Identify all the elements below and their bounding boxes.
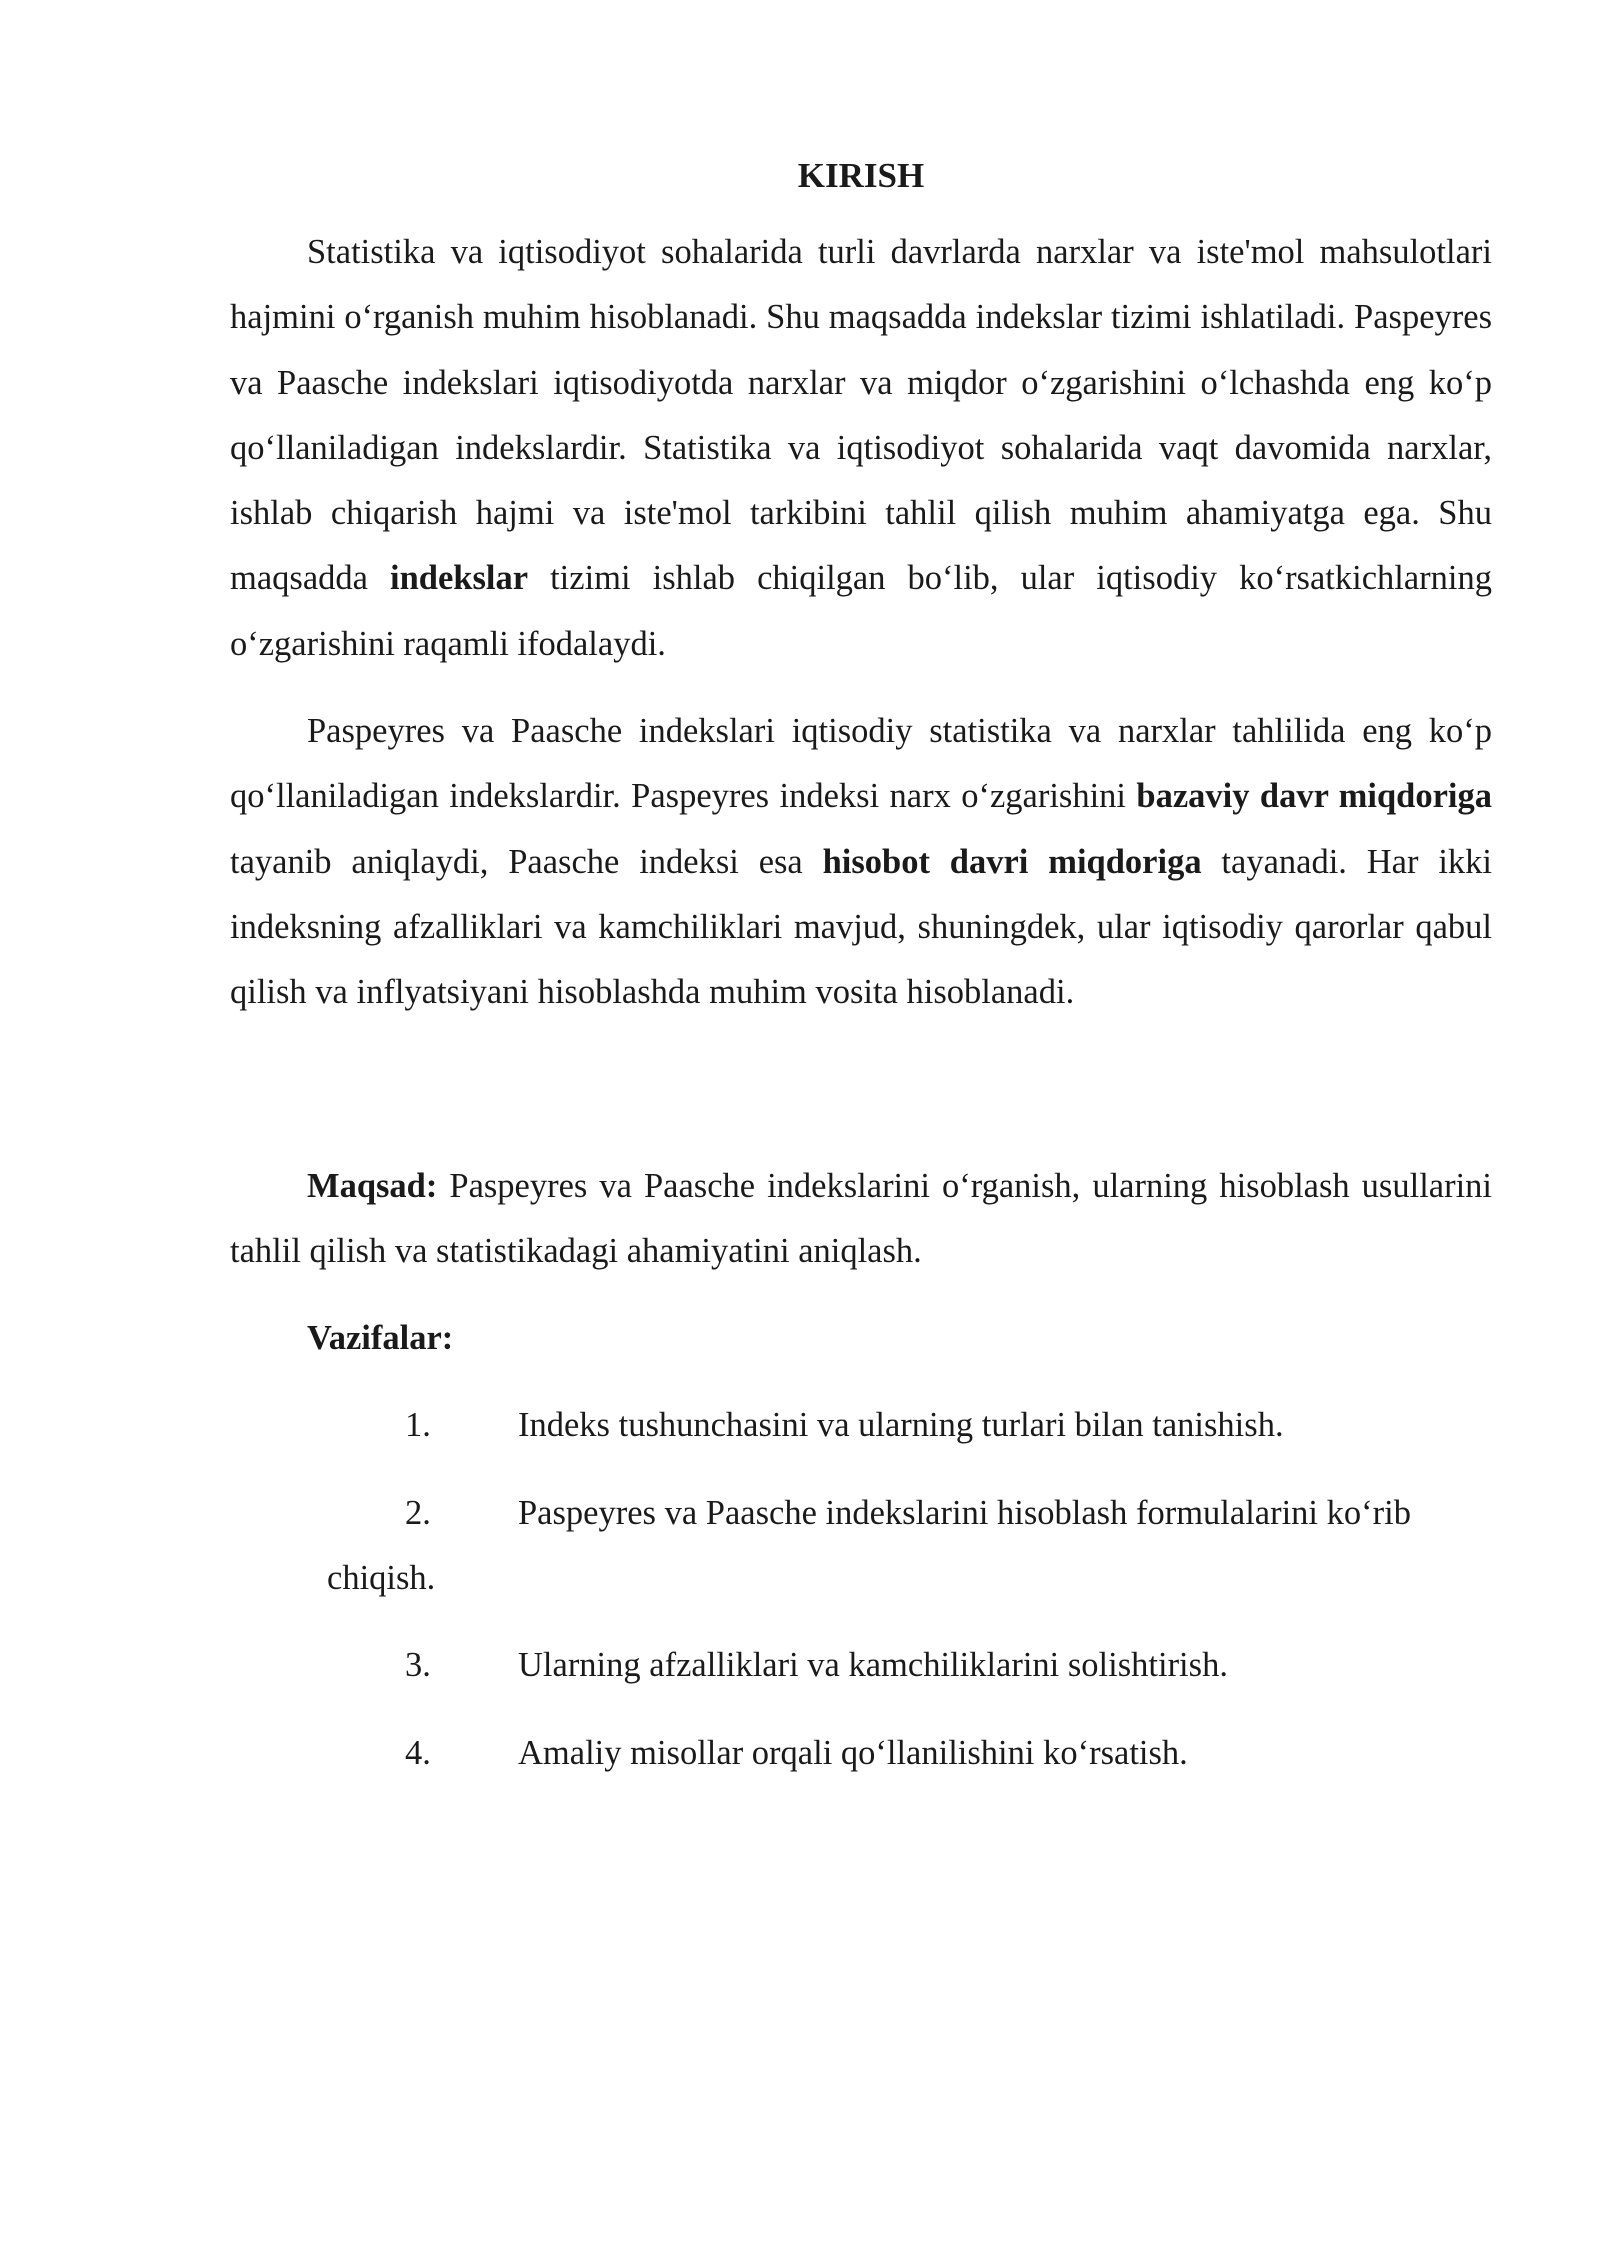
document-content [230,150,1492,1808]
goal-text: Paspeyres va Paasche indekslarini o‘rganish, ularning hisoblash usullarini tahlil qilish va statistikadagi ahamiyatini aniqlash. [230,1166,1492,1270]
tasks-heading: Vazifalar: [307,1319,454,1358]
intro-paragraph-2 [230,699,1492,1025]
task-item-4 [230,1721,1492,1786]
intro-paragraph-2-text-c: tayanadi. Har ikki indeksning afzalliklari va kamchiliklari mavjud, shuningdek, ular iqtisodiy qarorlar qabul qilish va inflyatsiyani hisoblashda muhim vosita hisoblanadi. [230,842,1492,1012]
task-text-1: Indeks tushunchasini va ularning turlari bilan tanishish. [518,1406,1284,1445]
intro-paragraph-1 [230,220,1492,677]
task-text-2-line-1: Paspeyres va Paasche indekslarini hisoblash formulalarini ko‘rib [518,1493,1411,1532]
task-item-2 [230,1481,1492,1612]
intro-paragraph-2-bold-term-1: bazaviy davr miqdoriga [1136,777,1492,816]
intro-paragraph-2-bold-term-2: hisobot davri miqdoriga [822,842,1202,881]
task-number-4: 4. [405,1733,431,1772]
task-text-2-line-2: chiqish. [327,1559,436,1598]
task-text-4: Amaliy misollar orqali qo‘llanilishini ko‘rsatish. [518,1733,1188,1772]
task-text-3: Ularning afzalliklari va kamchiliklarini solishtirish. [518,1646,1228,1685]
intro-paragraph-1-text-b: tizimi ishlab chiqilgan bo‘lib, ular iqtisodiy ko‘rsatkichlarning o‘zgarishini raqamli ifodalaydi. [230,559,1492,663]
page-title: KIRISH [797,156,925,195]
goal-label: Maqsad: [307,1166,438,1205]
intro-paragraph-2-text-b: tayanib aniqlaydi, Paasche indeksi esa [230,842,823,881]
task-number-3: 3. [405,1646,431,1685]
intro-paragraph-1-text-a: Statistika va iqtisodiyot sohalarida turli davrlarda narxlar va iste'mol mahsulotlari hajmini o‘rganish muhim hisoblanadi. Shu maqsadda indekslar tizimi ishlatiladi. Paspeyres va Paasche indekslari iqtisodiyotda narxlar va miqdor o‘zgarishini o‘lchashda eng ko‘p qo‘llaniladigan indekslardir. Statistika va iqtisodiyot sohalarida vaqt davomida narxlar, ishlab chiqarish hajmi va iste'mol tarkibini tahlil qilish muhim ahamiyatga ega. Shu maqsadda [230,233,1492,598]
task-item-1 [230,1393,1492,1458]
intro-paragraph-1-bold-term: indekslar [390,559,529,598]
task-item-3 [230,1633,1492,1698]
task-number-2: 2. [405,1493,431,1532]
intro-paragraph-2-text-a: Paspeyres va Paasche indekslari iqtisodiy statistika va narxlar tahlilida eng ko‘p qo‘llaniladigan indekslardir. Paspeyres indeksi narx o‘zgarishini [230,712,1492,816]
goal-paragraph [230,1154,1492,1285]
task-number-1: 1. [405,1406,431,1445]
